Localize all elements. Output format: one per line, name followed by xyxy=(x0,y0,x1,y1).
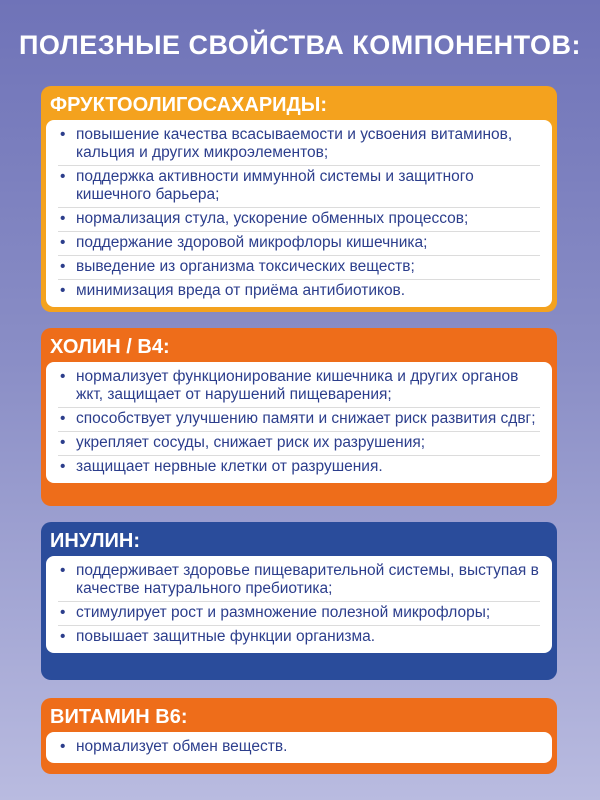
list-item: • поддержка активности иммунной системы и защитного кишечного барьера; xyxy=(58,166,540,208)
section-vitamin-b6 xyxy=(41,698,557,774)
benefit-list xyxy=(58,124,540,303)
section-body xyxy=(46,556,552,653)
list-item: • способствует улучшению памяти и снижает риск развития сдвг; xyxy=(58,408,540,432)
section-fructooligosaccharides xyxy=(41,86,557,312)
list-item: • нормализует обмен веществ. xyxy=(58,736,540,759)
list-item: • стимулирует рост и размножение полезной микрофлоры; xyxy=(58,602,540,626)
benefit-list xyxy=(58,366,540,479)
list-item: • укрепляет сосуды, снижает риск их разрушения; xyxy=(58,432,540,456)
section-inulin xyxy=(41,522,557,680)
section-heading: ВИТАМИН В6: xyxy=(50,706,188,728)
list-item: • повышение качества всасываемости и усвоения витаминов, кальция и других микроэлементов; xyxy=(58,124,540,166)
section-body xyxy=(46,732,552,763)
list-item: • поддерживает здоровье пищеварительной системы, выступая в качестве натурального пребиотика; xyxy=(58,560,540,602)
benefit-list xyxy=(58,736,540,759)
section-heading: ХОЛИН / В4: xyxy=(50,336,170,358)
list-item: • повышает защитные функции организма. xyxy=(58,626,540,649)
section-body xyxy=(46,362,552,483)
section-heading: ФРУКТООЛИГОСАХАРИДЫ: xyxy=(50,94,328,116)
section-heading: ИНУЛИН: xyxy=(50,530,141,552)
benefit-list xyxy=(58,560,540,649)
list-item: • защищает нервные клетки от разрушения. xyxy=(58,456,540,479)
page-title: ПОЛЕЗНЫЕ СВОЙСТВА КОМПОНЕНТОВ: xyxy=(19,30,581,60)
list-item: • нормализация стула, ускорение обменных процессов; xyxy=(58,208,540,232)
section-body xyxy=(46,120,552,307)
list-item: • минимизация вреда от приёма антибиотиков. xyxy=(58,280,540,303)
section-choline xyxy=(41,328,557,506)
list-item: • поддержание здоровой микрофлоры кишечника; xyxy=(58,232,540,256)
list-item: • выведение из организма токсических веществ; xyxy=(58,256,540,280)
list-item: • нормализует функционирование кишечника и других органов жкт, защищает от нарушений пищеварения; xyxy=(58,366,540,408)
